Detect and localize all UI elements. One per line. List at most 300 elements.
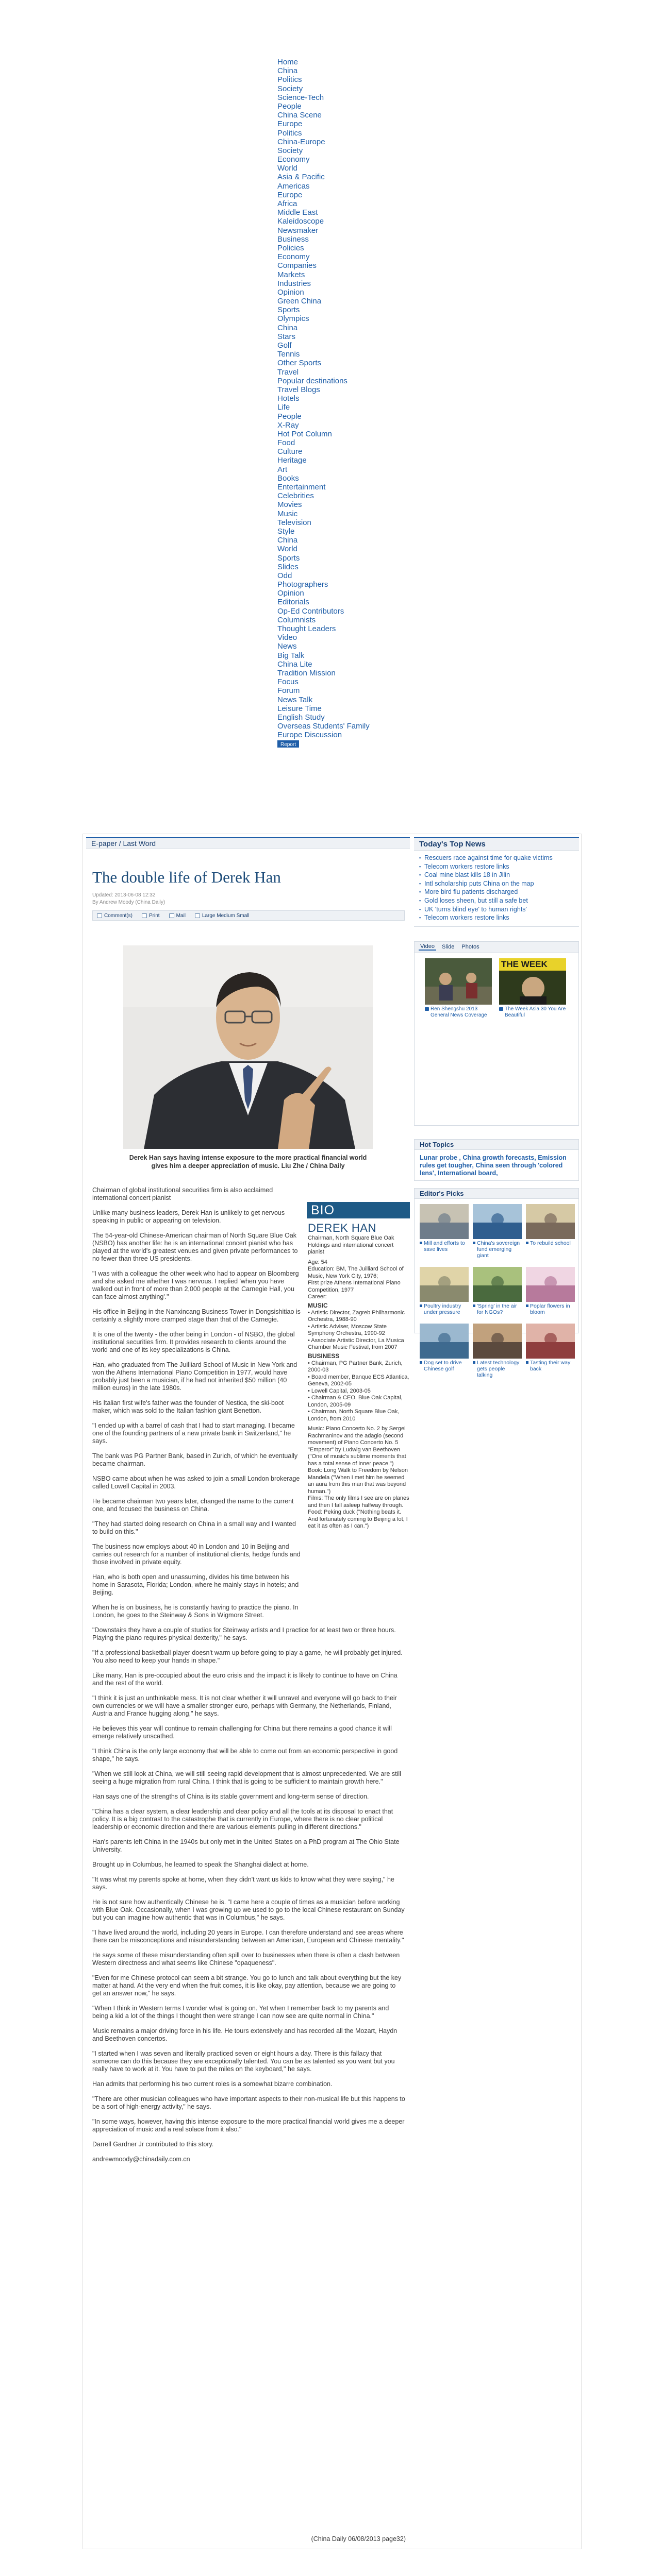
nav-item[interactable] <box>277 252 391 261</box>
nav-item[interactable] <box>277 518 391 527</box>
bio-line: Food: Peking duck ("Nothing beats it. And fortunately coming to Beijing a lot, I eat it as often as I can.") <box>308 1509 408 1529</box>
nav-item[interactable] <box>277 696 391 704</box>
nav-item[interactable] <box>277 536 391 545</box>
editors-pick-item[interactable] <box>420 1324 469 1378</box>
nav-link[interactable]: Sports <box>277 306 300 315</box>
top-news-title: Today's Top News <box>414 838 579 851</box>
top-news-box <box>414 837 579 927</box>
article-paragraph: Like many, Han is pre-occupied about the euro crisis and the impact it is likely to continue to have on China and the rest of the world. <box>92 1672 398 1687</box>
editors-pick-image <box>473 1267 522 1302</box>
nav-link[interactable]: Culture <box>277 447 303 456</box>
article-paragraph: "I ended up with a barrel of cash that I had to start managing. I became one of the founding partners of a new private bank in Switzerland," he says. <box>92 1422 295 1445</box>
nav-link[interactable]: Asia & Pacific <box>277 173 325 182</box>
nav-link[interactable]: Tradition Mission <box>277 668 336 677</box>
byline: By Andrew Moody (China Daily) <box>92 900 166 905</box>
tab-video[interactable]: Video <box>419 943 436 951</box>
nav-item[interactable] <box>277 545 391 553</box>
bio-header: BIO <box>307 1202 410 1218</box>
print-button[interactable]: Print <box>142 913 160 919</box>
nav-link[interactable]: News Talk <box>277 695 313 704</box>
top-news-link[interactable]: ▪ Telecom workers restore links <box>419 913 574 922</box>
nav-item[interactable] <box>277 261 391 270</box>
article-paragraph: It is one of the twenty - the other being in London - of NSBO, the global institutional securities firm. It provides research to clients around the world and one of its key specializations is China. <box>92 1331 295 1353</box>
nav-link[interactable]: Forum <box>277 686 300 696</box>
nav-link[interactable]: Entertainment <box>277 483 326 492</box>
nav-item[interactable] <box>277 279 391 288</box>
nav-link[interactable]: Europe <box>277 190 303 199</box>
media-caption[interactable]: Ren Shengshu 2013 General News Coverage <box>431 1006 487 1018</box>
nav-link[interactable]: Middle East <box>277 208 318 217</box>
editors-pick-thumbnail[interactable] <box>526 1267 575 1302</box>
editors-pick-thumbnail[interactable] <box>526 1204 575 1239</box>
nav-item[interactable] <box>277 704 391 713</box>
article-paragraph: "In some ways, however, having this intense exposure to the more practical financial world gives me a deeper appreciation of music and a real solace from it also." <box>92 2118 405 2133</box>
nav-item[interactable] <box>277 377 391 385</box>
hot-topics-links[interactable]: Lunar probe , China growth forecasts, Emission rules get tougher, China seen through 'colored lens', International board, <box>420 1154 567 1177</box>
editors-pick-image <box>420 1267 469 1302</box>
top-news-link[interactable]: ▪ Gold loses sheen, but still a safe bet <box>419 896 574 905</box>
nav-link[interactable]: Society <box>277 146 303 155</box>
article-page <box>82 834 582 2549</box>
article-photo <box>123 945 373 1149</box>
nav-item[interactable] <box>277 288 391 297</box>
nav-link[interactable]: Opinion <box>277 589 304 598</box>
bio-line: Chairman, North Square Blue Oak Holdings and international concert pianist <box>308 1235 394 1255</box>
nav-item[interactable] <box>277 633 391 642</box>
printer-icon <box>142 913 147 918</box>
nav-link[interactable]: Hotels <box>277 394 300 403</box>
article-paragraph: "There are other musician colleagues who have important aspects to their non-musical life but this happens to be a sort of high-energy activity," he says. <box>92 2095 405 2110</box>
nav-item[interactable] <box>277 359 391 367</box>
nav-link[interactable]: World <box>277 164 297 173</box>
article-paragraph: Han, who is both open and unassuming, divides his time between his home in Sarasota, Florida; London, where he mainly stays in hotels; and Beijing. <box>92 1573 299 1596</box>
nav-link[interactable]: Politics <box>277 128 302 138</box>
nav-link[interactable]: China-Europe <box>277 137 325 146</box>
nav-item-current[interactable] <box>277 740 299 748</box>
article-paragraph: "It was what my parents spoke at home, when they didn't want us kids to know what they were saying," he says. <box>92 1876 394 1891</box>
nav-item[interactable] <box>277 182 391 191</box>
portrait-photo <box>123 945 373 1149</box>
article-paragraph: The business now employs about 40 in London and 10 in Beijing and carries out research for a number of institutional clients, hedge funds and those involved in private equity. <box>92 1543 301 1566</box>
editors-pick-thumbnail[interactable] <box>473 1267 522 1302</box>
nav-item[interactable] <box>277 510 391 518</box>
nav-link[interactable]: Europe Discussion <box>277 731 342 740</box>
nav-link[interactable]: Economy <box>277 155 310 164</box>
article-paragraph: "When I think in Western terms I wonder what is going on. Yet when I remember back to my parents and being a kid a lot of the things I thought then were strange I can now see are quite normal in China." <box>92 2005 389 2020</box>
nav-link[interactable]: Economy <box>277 252 310 262</box>
nav-item[interactable] <box>277 669 391 677</box>
nav-link[interactable]: World <box>277 545 297 554</box>
nav-item[interactable] <box>277 403 391 412</box>
editors-pick-image <box>473 1324 522 1359</box>
article-paragraph: He says some of these misunderstanding often spill over to businesses when there is often a clash between Western directness and what seems like Chinese "opaqueness". <box>92 1952 400 1967</box>
nav-item[interactable] <box>277 385 391 394</box>
nav-link[interactable]: Style <box>277 527 295 536</box>
nav-item[interactable] <box>277 297 391 306</box>
bio-line: Age: 54 <box>308 1259 327 1265</box>
article-paragraph: Brought up in Columbus, he learned to speak the Shanghai dialect at home. <box>92 1861 309 1868</box>
nav-link[interactable]: Odd <box>277 571 292 580</box>
article-paragraph: "Downstairs they have a couple of studios for Steinway artists and I practice for at least two or three hours. Playing the piano requires physical dexterity," he says. <box>92 1626 396 1641</box>
article-paragraph: His Italian first wife's father was the founder of Nestica, the ski-boot maker, which was sold to the Italian fashion giant Benetton. <box>92 1399 284 1414</box>
nav-link[interactable]: Stars <box>277 332 296 341</box>
nav-link[interactable]: Newsmaker <box>277 226 319 235</box>
nav-link[interactable]: Other Sports <box>277 359 322 368</box>
camera-icon <box>499 1007 503 1011</box>
nav-link[interactable]: Celebrities <box>277 492 314 501</box>
editors-pick-caption[interactable]: Mill and efforts to save lives <box>420 1240 469 1252</box>
nav-item[interactable] <box>277 651 391 660</box>
nav-item[interactable] <box>277 314 391 323</box>
editors-pick-caption[interactable]: 'Spring' in the air for NGOs? <box>473 1303 522 1315</box>
nav-item[interactable] <box>277 598 391 606</box>
nav-item[interactable] <box>277 173 391 181</box>
article-paragraph: When he is on business, he is constantly having to practice the piano. In London, he goes to the Steinway & Sons in Wigmore Street. <box>92 1604 299 1619</box>
nav-link[interactable]: Leisure Time <box>277 704 322 713</box>
article-paragraph: He is not sure how authentically Chinese he is. "I came here a couple of times as a musician before working with Blue Oak. Occasionally, when I was growing up we used to go to the local Chinese restaurant on Sunday but you can imagine how authentic that was in Columbus," he says. <box>92 1899 405 1921</box>
bio-line: Book: Long Walk to Freedom by Nelson Mandela ("When I met him he seemed an aura from this man that was beyond human.") <box>308 1467 408 1495</box>
editors-pick-item[interactable] <box>473 1204 522 1259</box>
nav-link[interactable]: News <box>277 642 297 651</box>
nav-link[interactable]: Sports <box>277 553 300 563</box>
nav-item[interactable] <box>277 199 391 208</box>
editors-pick-thumbnail[interactable] <box>473 1324 522 1359</box>
article-paragraph: He became chairman two years later, changed the name to the current one, and focused the business on China. <box>92 1498 294 1513</box>
media-thumbnail-title: THE WEEK <box>501 959 548 969</box>
editors-pick-thumbnail[interactable] <box>420 1204 469 1239</box>
article-paragraph: Chairman of global institutional securities firm is also acclaimed international concert pianist <box>92 1187 273 1201</box>
nav-item[interactable] <box>277 191 391 199</box>
comments-button[interactable]: Comment(s) <box>97 913 133 919</box>
nav-link[interactable]: China Lite <box>277 659 312 669</box>
nav-link[interactable]: Companies <box>277 261 317 270</box>
nav-item[interactable] <box>277 527 391 536</box>
nav-item[interactable] <box>277 164 391 173</box>
article-paragraph: His office in Beijing in the Nanxincang Business Tower in Dongsishitiao is certainly a slightly more cramped stage than that of the Carnegie. <box>92 1308 301 1323</box>
editors-pick-image <box>420 1204 469 1239</box>
nav-link[interactable]: Travel <box>277 367 299 377</box>
article-paragraph: "China has a clear system, a clear leadership and clear policy and all the tools at its disposal to enact that policy. It is a big contrast to the catastrophe that is currently in Europe, where there is no clear political leadership or economic direction and there are various elements pulling in different directions." <box>92 1808 393 1831</box>
nav-item[interactable] <box>277 412 391 421</box>
nav-link[interactable]: Africa <box>277 199 297 208</box>
nav-item[interactable] <box>277 270 391 279</box>
nav-link[interactable]: China <box>277 536 298 545</box>
nav-link[interactable]: English Study <box>277 713 325 722</box>
editors-pick-caption[interactable]: Poultry industry under pressure <box>420 1303 469 1315</box>
editors-pick-caption[interactable]: Dog set to drive Chinese golf <box>420 1360 469 1372</box>
media-box <box>414 941 579 1126</box>
nav-item[interactable] <box>277 580 391 589</box>
nav-item[interactable] <box>277 731 391 739</box>
nav-item[interactable] <box>277 492 391 500</box>
nav-link[interactable]: Popular destinations <box>277 376 347 385</box>
nav-item[interactable] <box>277 306 391 314</box>
editors-pick-thumbnail[interactable] <box>420 1324 469 1359</box>
top-news-link[interactable]: ▪ Intl scholarship puts China on the map <box>419 879 574 888</box>
nav-link[interactable]: Business <box>277 234 309 244</box>
editors-pick-item[interactable] <box>526 1324 575 1378</box>
site-navigation-list <box>277 58 391 748</box>
hot-topics-title: Hot Topics <box>415 1140 578 1150</box>
bio-line: • Artistic Director, Zagreb Philharmonic Orchestra, 1988-90 <box>308 1309 405 1323</box>
nav-item[interactable] <box>277 421 391 430</box>
media-caption[interactable]: The Week Asia 30 You Are Beautiful <box>505 1006 566 1018</box>
bio-line: • Associate Artistic Director, La Musica Chamber Music Festival, from 2007 <box>308 1337 404 1350</box>
bio-line: • Artistic Adviser, Moscow State Symphony Orchestra, 1990-92 <box>308 1323 387 1336</box>
nav-link-current[interactable]: Report <box>280 742 296 748</box>
bio-line: • Chairman & CEO, Blue Oak Capital, London, 2005-09 <box>308 1395 403 1408</box>
bio-line: • Chairman, PG Partner Bank, Zurich, 2000-03 <box>308 1360 403 1373</box>
tab-photos[interactable]: Photos <box>461 944 479 951</box>
article-paragraph: Darrell Gardner Jr contributed to this story. <box>92 2141 214 2148</box>
nav-link[interactable]: Food <box>277 438 295 448</box>
mail-icon <box>169 913 174 918</box>
nav-item[interactable] <box>277 394 391 403</box>
nav-item[interactable] <box>277 686 391 695</box>
media-thumbnail[interactable] <box>425 958 492 1005</box>
bio-name: DEREK HAN <box>308 1222 376 1234</box>
editors-pick-thumbnail[interactable] <box>473 1204 522 1239</box>
bio-box <box>307 1202 410 1530</box>
editors-pick-item[interactable] <box>420 1204 469 1259</box>
article-paragraph: Unlike many business leaders, Derek Han is unlikely to get nervous speaking in public or appearing on television. <box>92 1209 285 1224</box>
nav-item[interactable] <box>277 58 391 66</box>
article-paragraph: Han's parents left China in the 1940s but only met in the United States on a PhD program at The Ohio State University. <box>92 1838 400 1853</box>
nav-link[interactable]: Video <box>277 633 297 642</box>
editors-pick-item[interactable] <box>526 1267 575 1315</box>
editors-pick-thumbnail[interactable] <box>420 1267 469 1302</box>
text-size-icon <box>195 913 200 918</box>
mail-button[interactable]: Mail <box>169 913 186 919</box>
comment-icon <box>97 913 102 918</box>
media-thumbnails <box>415 953 578 1019</box>
top-news-list <box>414 851 579 926</box>
bio-line: • Lowell Capital, 2003-05 <box>308 1387 371 1394</box>
nav-item[interactable] <box>277 244 391 252</box>
nav-link[interactable]: Industries <box>277 279 311 288</box>
article-title: The double life of Derek Han <box>92 868 281 886</box>
article-paragraph: "I was with a colleague the other week who had to appear on Bloomberg and she asked me whether I was nervous. I replied 'when you have walked out in front of more than 2,000 people at the Carnegie Hall, you can face almost anything'." <box>92 1270 299 1300</box>
updated-timestamp: Updated: 2013-06-08 12:32 <box>92 892 156 898</box>
editors-pick-image <box>526 1267 575 1302</box>
nav-link[interactable]: Slides <box>277 562 299 571</box>
nav-item[interactable] <box>277 332 391 341</box>
main-column <box>86 837 410 2543</box>
nav-item[interactable] <box>277 722 391 731</box>
editors-pick-image <box>473 1204 522 1239</box>
camera-icon <box>425 1007 429 1011</box>
nav-link[interactable]: Music <box>277 509 298 518</box>
nav-item[interactable] <box>277 235 391 244</box>
article-paragraph: andrewmoody@chinadaily.com.cn <box>92 2156 190 2163</box>
article-paragraph: He believes this year will continue to remain challenging for China but there remains a good chance it will emerge relatively unscathed. <box>92 1725 392 1740</box>
source-note: (China Daily 06/08/2013 page32) <box>311 2535 406 2543</box>
bio-line: Music: Piano Concerto No. 2 by Sergei Rachmaninov and the adagio (second movement) of Piano Concerto No. 5 "Emperor" by Ludwig van Beethoven ("One of music's sublime moments that has a total sense of inner peace.") <box>308 1426 406 1467</box>
nav-link[interactable]: Photographers <box>277 580 328 589</box>
nav-link[interactable]: Society <box>277 84 303 93</box>
nav-link[interactable]: Heritage <box>277 456 307 465</box>
nav-item[interactable] <box>277 563 391 571</box>
nav-link[interactable]: Focus <box>277 677 299 687</box>
bio-section-title: BUSINESS <box>308 1352 340 1360</box>
nav-item[interactable] <box>277 75 391 84</box>
article-paragraph: Han admits that performing his two current roles is a somewhat bizarre combination. <box>92 2080 333 2088</box>
nav-item[interactable] <box>277 102 391 111</box>
nav-item[interactable] <box>277 607 391 616</box>
article-paragraph: Music remains a major driving force in his life. He tours extensively and has recorded all the Mozart, Haydn and Beethoven concertos. <box>92 2027 398 2042</box>
nav-link[interactable]: Travel Blogs <box>277 385 320 394</box>
bio-line: First prize Athens International Piano Competition, 1977 <box>308 1280 401 1293</box>
nav-link[interactable]: China Scene <box>277 111 322 120</box>
nav-item[interactable] <box>277 474 391 483</box>
bio-line: Films: The only films I see are on planes and then I fall asleep halfway through. <box>308 1495 409 1509</box>
nav-link[interactable]: Columnists <box>277 615 316 624</box>
nav-item[interactable] <box>277 616 391 624</box>
nav-item[interactable] <box>277 571 391 580</box>
media-item[interactable] <box>499 958 566 1019</box>
nav-link[interactable]: Hot Pot Column <box>277 429 332 438</box>
nav-link[interactable]: Life <box>277 403 290 412</box>
nav-link[interactable]: Policies <box>277 243 304 252</box>
article-paragraph: Han says one of the strengths of China is its stable government and long-term sense of direction. <box>92 1793 369 1800</box>
nav-link[interactable]: China <box>277 66 298 76</box>
nav-item[interactable] <box>277 138 391 146</box>
media-tabs <box>415 942 578 953</box>
nav-link[interactable]: Opinion <box>277 287 304 297</box>
nav-item[interactable] <box>277 500 391 509</box>
editors-pick-caption[interactable]: China's sovereign fund emerging giant <box>473 1240 522 1259</box>
nav-item[interactable] <box>277 554 391 563</box>
editors-pick-image <box>420 1324 469 1359</box>
breadcrumb[interactable]: E-paper / Last Word <box>86 837 410 849</box>
nav-item[interactable] <box>277 120 391 128</box>
nav-item[interactable] <box>277 624 391 633</box>
nav-link[interactable]: Movies <box>277 500 302 510</box>
nav-item[interactable] <box>277 129 391 138</box>
nav-link[interactable]: Science-Tech <box>277 93 324 102</box>
nav-link[interactable]: Golf <box>277 341 292 350</box>
article-paragraph: "I started when I was seven and literally practiced seven or eight hours a day. There is this fallacy that someone can do this because they are exceptionally talented. You can be as talented as you want but you really have to work at it. You have to put the miles on the keyboard," he says. <box>92 2050 395 2073</box>
nav-link[interactable]: Olympics <box>277 314 309 324</box>
nav-link[interactable]: Thought Leaders <box>277 624 336 633</box>
article-paragraph: "Even for me Chinese protocol can seem a bit strange. You go to lunch and talk about everything but the key matter at hand. At the very end when the fruit comes, it is like okay, pay attention, because we are going to get an answer now," he says. <box>92 1974 402 1997</box>
editors-picks-grid <box>415 1199 578 1383</box>
editors-pick-item[interactable] <box>473 1267 522 1315</box>
nav-item[interactable] <box>277 465 391 474</box>
nav-link[interactable]: China <box>277 323 298 332</box>
nav-item[interactable] <box>277 324 391 332</box>
editors-pick-image <box>526 1324 575 1359</box>
nav-item[interactable] <box>277 217 391 226</box>
nav-item[interactable] <box>277 713 391 722</box>
nav-item[interactable] <box>277 456 391 465</box>
article-paragraph: "I think China is the only large economy that will be able to come out from an economic perspective in good shape," he says. <box>92 1748 398 1762</box>
bio-line: Education: BM, The Juilliard School of Music, New York City, 1976; <box>308 1266 404 1279</box>
nav-link[interactable]: Home <box>277 58 299 66</box>
nav-item[interactable] <box>277 111 391 120</box>
article-paragraph: "They had started doing research on China in a small way and I wanted to build on this." <box>92 1520 296 1535</box>
bio-section-title: MUSIC <box>308 1301 328 1309</box>
editors-picks-title: Editor's Picks <box>415 1189 578 1199</box>
bio-line: • Board member, Banque ECS Atlantica, Geneva, 2002-05 <box>308 1374 409 1387</box>
nav-link[interactable]: People <box>277 101 302 111</box>
nav-link[interactable]: X-Ray <box>277 420 299 430</box>
nav-link[interactable]: Big Talk <box>277 651 305 660</box>
nav-link[interactable]: Art <box>277 465 288 474</box>
nav-link[interactable]: Op-Ed Contributors <box>277 606 344 616</box>
editors-pick-caption[interactable]: Tasting their way back <box>526 1360 575 1372</box>
tab-slide[interactable]: Slide <box>441 944 455 951</box>
nav-link[interactable]: Television <box>277 518 311 527</box>
nav-link[interactable]: Books <box>277 473 299 483</box>
article-paragraph: "If a professional basketball player doesn't warm up before going to play a game, he will probably get injured. You also need to keep your hands in shape." <box>92 1649 403 1664</box>
nav-link[interactable]: Markets <box>277 270 305 279</box>
font-size-control[interactable]: Large Medium Small <box>195 913 250 919</box>
article-paragraph: "When we still look at China, we will still seeing rapid development that is almost unprecedented. We are still seeing a huge migration from rural China. I think that is going to be sufficient to maintain growth here." <box>92 1770 401 1785</box>
top-news-link[interactable]: ▪ More bird flu patients discharged <box>419 888 574 896</box>
nav-item[interactable] <box>277 341 391 350</box>
editors-pick-image <box>526 1204 575 1239</box>
nav-item[interactable] <box>277 84 391 93</box>
nav-link[interactable]: Green China <box>277 297 322 306</box>
nav-item[interactable] <box>277 155 391 164</box>
editors-pick-caption[interactable]: Poplar flowers in bloom <box>526 1303 575 1315</box>
media-thumbnail[interactable] <box>499 958 566 1005</box>
nav-item[interactable] <box>277 146 391 155</box>
nav-item[interactable] <box>277 208 391 217</box>
media-item[interactable] <box>425 958 492 1019</box>
nav-link[interactable]: Tennis <box>277 350 300 359</box>
editors-pick-caption[interactable]: To rebuild school <box>526 1240 575 1246</box>
nav-item[interactable] <box>277 368 391 377</box>
nav-item[interactable] <box>277 677 391 686</box>
top-news-link[interactable]: ▪ Rescuers race against time for quake victims <box>419 854 574 862</box>
bio-line: • Chairman, North Square Blue Oak, London, from 2010 <box>308 1409 400 1422</box>
editors-pick-thumbnail[interactable] <box>526 1324 575 1359</box>
article-paragraph: Han, who graduated from The Juilliard School of Music in New York and won the Athens International Piano Competition in 1977, would have probably just been a musician, if he had not inherited $50 million (40 million euros) in the late 1980s. <box>92 1361 297 1392</box>
nav-link[interactable]: Kaleidoscope <box>277 217 324 226</box>
nav-link[interactable]: Europe <box>277 120 303 129</box>
editors-pick-item[interactable] <box>473 1324 522 1378</box>
nav-link[interactable]: Americas <box>277 181 310 191</box>
right-sidebar <box>414 837 579 1378</box>
nav-link[interactable]: Editorials <box>277 598 309 607</box>
top-news-link[interactable]: ▪ Coal mine blast kills 18 in Jilin <box>419 871 574 879</box>
nav-item[interactable] <box>277 483 391 492</box>
nav-item[interactable] <box>277 350 391 359</box>
media-thumbnail-image <box>425 958 492 1005</box>
nav-item[interactable] <box>277 447 391 456</box>
nav-link[interactable]: Overseas Students' Family <box>277 722 370 731</box>
nav-item[interactable] <box>277 660 391 669</box>
nav-item[interactable] <box>277 93 391 102</box>
nav-item[interactable] <box>277 66 391 75</box>
nav-item[interactable] <box>277 589 391 598</box>
nav-item[interactable] <box>277 226 391 235</box>
top-news-link[interactable]: ▪ Telecom workers restore links <box>419 862 574 871</box>
nav-link[interactable]: People <box>277 412 302 421</box>
editors-pick-item[interactable] <box>526 1204 575 1259</box>
editors-pick-caption[interactable]: Latest technology gets people talking <box>473 1360 522 1378</box>
nav-link[interactable]: Politics <box>277 75 302 84</box>
article-paragraph: The bank was PG Partner Bank, based in Zurich, of which he eventually became chairman. <box>92 1452 298 1467</box>
top-news-link[interactable]: ▪ UK 'turns blind eye' to human rights' <box>419 905 574 914</box>
nav-item[interactable] <box>277 438 391 447</box>
editors-pick-item[interactable] <box>420 1267 469 1315</box>
nav-item[interactable] <box>277 642 391 651</box>
article-paragraph: "I think it is just an unthinkable mess. It is not clear whether it will unravel and everyone will go back to their own currencies or we will have a smaller stronger euro, perhaps with Germany, the Netherlands, Finland, Austria and France hugging along," he says. <box>92 1694 397 1717</box>
nav-item[interactable] <box>277 430 391 438</box>
